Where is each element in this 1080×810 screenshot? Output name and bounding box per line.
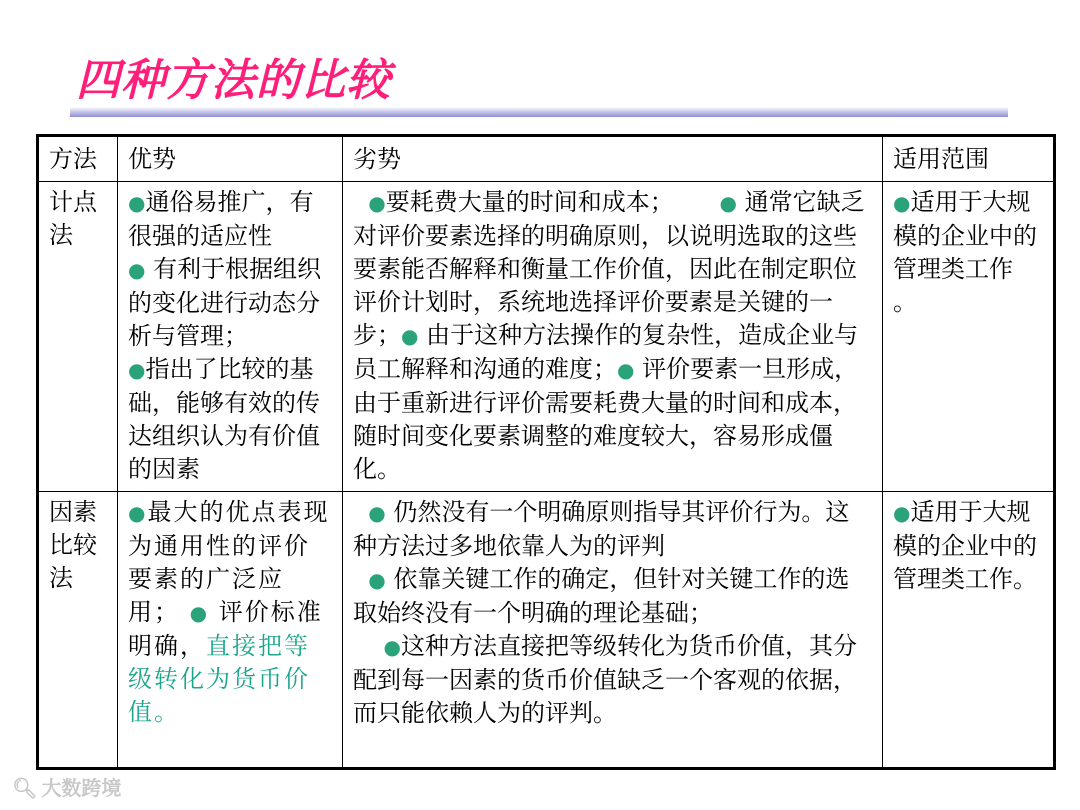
row1-method: 计点法: [38, 182, 118, 492]
bullet-icon: ●: [128, 191, 146, 215]
header-advantages: 优势: [118, 136, 343, 182]
bullet-icon: ●: [401, 324, 419, 348]
list-item: ● 仍然没有一个明确原则指导其评价行为。这种方法过多地依靠人为的评判: [353, 498, 850, 560]
row2-advantages: [118, 492, 343, 769]
bullet-icon: ●: [719, 191, 737, 215]
slide-title: 四种方法的比较: [76, 55, 391, 106]
bullet-icon: ●: [189, 601, 210, 625]
row1-disadvantages: [343, 182, 883, 492]
bullet-icon: ●: [128, 358, 146, 382]
logo-icon: 🔍︎: [12, 776, 38, 800]
list-item: ● 依靠关键工作的确定，但针对关键工作的选取始终没有一个明确的理论基础；: [353, 565, 850, 627]
watermark: [12, 772, 121, 801]
table-row: [38, 492, 1055, 769]
list-item: ● 通常它缺乏对评价要素选择的明确原则，以说明选取的这些要素能否解释和衡量工作价值，因此在制定职位评价计划时，系统地选择评价要素是关键的一步；: [353, 188, 865, 349]
list-item: ●这种方法直接把等级转化为货币价值，其分配到每一因素的货币价值缺乏一个客观的依据，而只能依赖人为的评判。: [353, 632, 857, 727]
table-header-row: [38, 136, 1055, 182]
list-item: ●要耗费大量的时间和成本；: [368, 188, 682, 216]
header-scope: 适用范围: [883, 136, 1055, 182]
table-row: [38, 182, 1055, 492]
bullet-icon: ●: [893, 501, 911, 525]
header-method: 方法: [38, 136, 118, 182]
row2-scope: ●适用于大规模的企业中的管理类工作。: [883, 492, 1055, 769]
list-item: ●最大的优点表现为通用性的评价要素的广泛应用；: [128, 498, 330, 626]
list-item: ● 由于这种方法操作的复杂性，造成企业与员工解释和沟通的难度；: [353, 321, 859, 383]
highlight-text: 直接把等级转化为货币价值。: [128, 632, 310, 726]
list-item: ●指出了比较的基础，能够有效的传达组织认为有价值的因素: [128, 355, 320, 483]
bullet-icon: ●: [368, 501, 386, 525]
bullet-icon: ●: [368, 568, 386, 592]
list-item: ● 评价要素一旦形成，由于重新进行评价需要耗费大量的时间和成本，随时间变化要素调整的难度较大，容易形成僵化。: [353, 355, 859, 483]
row1-scope: ●适用于大规模的企业中的管理类工作 。: [883, 182, 1055, 492]
list-item: ●通俗易推广，有很强的适应性: [128, 188, 314, 250]
watermark-text: 大数跨境: [41, 776, 122, 800]
bullet-icon: ●: [893, 191, 911, 215]
bullet-icon: ●: [128, 258, 146, 282]
title-underline: [70, 107, 1008, 117]
header-disadvantages: 劣势: [343, 136, 883, 182]
bullet-icon: ●: [128, 501, 148, 525]
row2-method: 因素比较法: [38, 492, 118, 769]
bullet-icon: ●: [368, 191, 386, 215]
comparison-table: [36, 134, 1056, 770]
list-item: ● 评价标准明确，: [128, 598, 323, 660]
list-item: ● 有利于根据组织的变化进行动态分析与管理；: [128, 255, 322, 350]
bullet-icon: ●: [617, 358, 635, 382]
bullet-icon: ●: [383, 635, 401, 659]
row2-disadvantages: [343, 492, 883, 769]
row1-advantages: [118, 182, 343, 492]
